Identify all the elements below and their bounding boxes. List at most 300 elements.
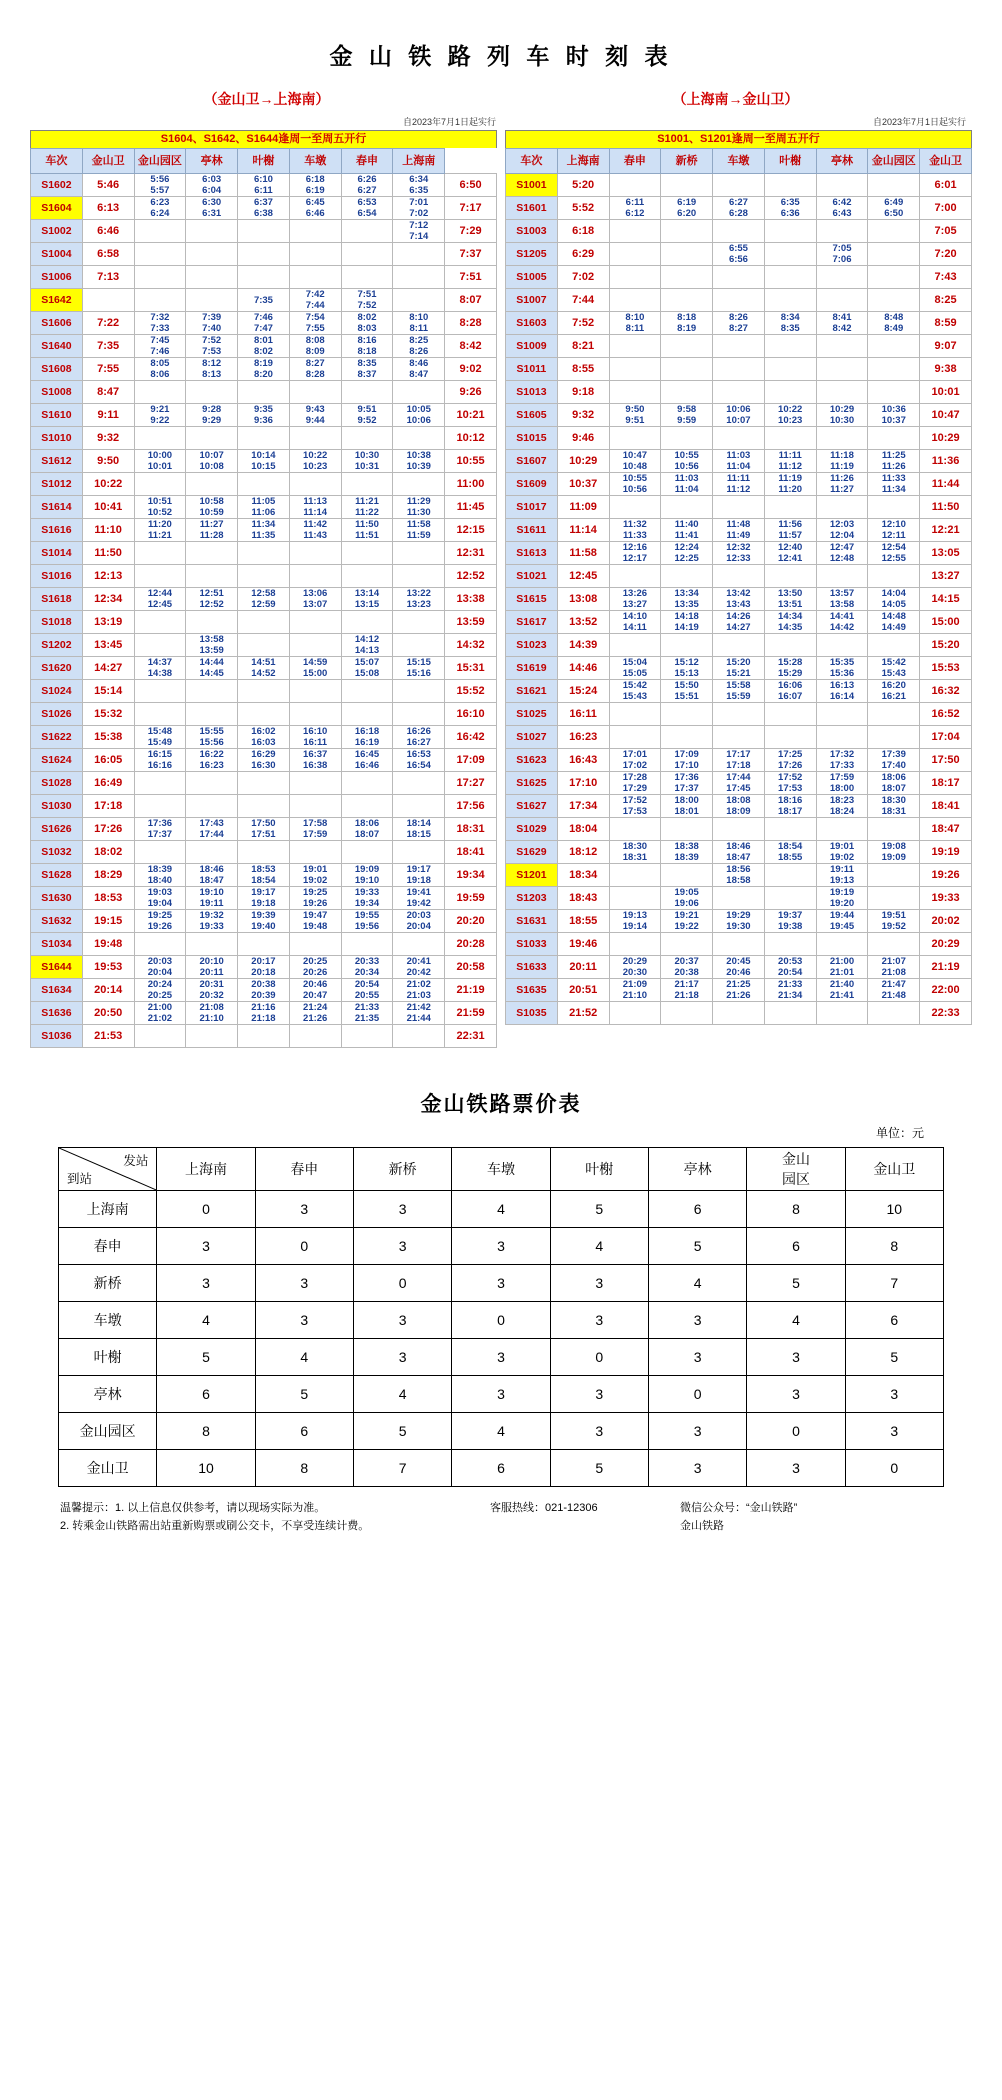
fare-row-header: 春申 bbox=[59, 1228, 157, 1265]
stop-time bbox=[868, 864, 920, 887]
table-row bbox=[506, 611, 972, 634]
stop-time bbox=[289, 772, 341, 795]
stop-time bbox=[341, 611, 393, 634]
stop-time: 6:26 6:27 bbox=[341, 174, 393, 197]
fare-value: 3 bbox=[255, 1265, 353, 1302]
train-number: S1624 bbox=[31, 749, 83, 772]
stop-time bbox=[661, 289, 713, 312]
train-number: S1627 bbox=[506, 795, 558, 818]
stop-time: 13:22 13:23 bbox=[393, 588, 445, 611]
stop-time bbox=[713, 174, 765, 197]
schedule-table-right bbox=[505, 148, 972, 1025]
table-row bbox=[506, 335, 972, 358]
stop-time bbox=[816, 220, 868, 243]
destination-time: 13:05 bbox=[920, 542, 972, 565]
stop-time: 18:46 18:47 bbox=[186, 864, 238, 887]
stop-time: 10:55 10:56 bbox=[661, 450, 713, 473]
stop-time: 16:37 16:38 bbox=[289, 749, 341, 772]
stop-time bbox=[868, 818, 920, 841]
stop-time: 11:19 11:20 bbox=[764, 473, 816, 496]
stop-time: 18:46 18:47 bbox=[713, 841, 765, 864]
destination-time: 22:31 bbox=[445, 1025, 497, 1048]
stop-time bbox=[713, 887, 765, 910]
destination-time: 20:20 bbox=[445, 910, 497, 933]
col-header-0: 车次 bbox=[506, 149, 558, 174]
stop-time: 20:37 20:38 bbox=[661, 956, 713, 979]
table-row bbox=[31, 312, 497, 335]
stop-time bbox=[816, 174, 868, 197]
stop-time bbox=[609, 266, 661, 289]
stop-time bbox=[134, 795, 186, 818]
stop-time: 19:51 19:52 bbox=[868, 910, 920, 933]
stop-time: 19:08 19:09 bbox=[868, 841, 920, 864]
train-number: S1203 bbox=[506, 887, 558, 910]
table-row bbox=[31, 634, 497, 657]
train-number: S1633 bbox=[506, 956, 558, 979]
stop-time: 21:17 21:18 bbox=[661, 979, 713, 1002]
stop-time bbox=[289, 565, 341, 588]
table-row bbox=[506, 933, 972, 956]
stop-time bbox=[238, 542, 290, 565]
table-row bbox=[31, 404, 497, 427]
fare-value: 6 bbox=[747, 1228, 845, 1265]
destination-time: 17:09 bbox=[445, 749, 497, 772]
table-row bbox=[31, 220, 497, 243]
stop-time bbox=[609, 565, 661, 588]
stop-time: 19:11 19:13 bbox=[816, 864, 868, 887]
schedule-table-left bbox=[30, 148, 497, 1048]
fare-value: 8 bbox=[845, 1228, 943, 1265]
tip-line-2: 2. 转乘金山铁路需出站重新购票或刷公交卡，不享受连续计费。 bbox=[60, 1520, 370, 1532]
train-number: S1023 bbox=[506, 634, 558, 657]
table-row bbox=[31, 818, 497, 841]
stop-time bbox=[713, 289, 765, 312]
table-row bbox=[31, 427, 497, 450]
stop-time bbox=[816, 565, 868, 588]
destination-time: 18:41 bbox=[920, 795, 972, 818]
stop-time bbox=[661, 818, 713, 841]
origin-time: 6:29 bbox=[557, 243, 609, 266]
fare-col-header: 叶榭 bbox=[550, 1148, 648, 1191]
train-number: S1620 bbox=[31, 657, 83, 680]
stop-time: 18:30 18:31 bbox=[868, 795, 920, 818]
stop-time bbox=[868, 726, 920, 749]
origin-time: 13:08 bbox=[557, 588, 609, 611]
train-number: S1607 bbox=[506, 450, 558, 473]
train-number: S1606 bbox=[31, 312, 83, 335]
stop-time: 8:48 8:49 bbox=[868, 312, 920, 335]
stop-time bbox=[289, 795, 341, 818]
stop-time: 8:46 8:47 bbox=[393, 358, 445, 381]
table-row bbox=[506, 818, 972, 841]
fare-value: 6 bbox=[157, 1376, 255, 1413]
stop-time: 10:38 10:39 bbox=[393, 450, 445, 473]
stop-time: 11:21 11:22 bbox=[341, 496, 393, 519]
stop-time bbox=[393, 1025, 445, 1048]
stop-time: 16:18 16:19 bbox=[341, 726, 393, 749]
stop-time bbox=[289, 542, 341, 565]
stop-time: 7:12 7:14 bbox=[393, 220, 445, 243]
stop-time bbox=[816, 427, 868, 450]
train-number: S1616 bbox=[31, 519, 83, 542]
origin-time: 12:34 bbox=[82, 588, 134, 611]
stop-time bbox=[393, 703, 445, 726]
stop-time: 8:02 8:03 bbox=[341, 312, 393, 335]
stop-time: 21:47 21:48 bbox=[868, 979, 920, 1002]
stop-time: 21:00 21:02 bbox=[134, 1002, 186, 1025]
stop-time: 15:15 15:16 bbox=[393, 657, 445, 680]
origin-time: 21:52 bbox=[557, 1002, 609, 1025]
stop-time: 18:06 18:07 bbox=[868, 772, 920, 795]
fare-row bbox=[59, 1191, 944, 1228]
stop-time: 21:07 21:08 bbox=[868, 956, 920, 979]
stop-time: 10:00 10:01 bbox=[134, 450, 186, 473]
stop-time: 13:42 13:43 bbox=[713, 588, 765, 611]
stop-time: 20:46 20:47 bbox=[289, 979, 341, 1002]
destination-time: 20:02 bbox=[920, 910, 972, 933]
train-number: S1001 bbox=[506, 174, 558, 197]
stop-time: 19:09 19:10 bbox=[341, 864, 393, 887]
stop-time: 20:38 20:39 bbox=[238, 979, 290, 1002]
fare-header-row bbox=[59, 1148, 944, 1191]
stop-time bbox=[238, 243, 290, 266]
table-row bbox=[31, 473, 497, 496]
stop-time: 18:08 18:09 bbox=[713, 795, 765, 818]
stop-time: 14:26 14:27 bbox=[713, 611, 765, 634]
train-number: S1617 bbox=[506, 611, 558, 634]
stop-time: 20:03 20:04 bbox=[134, 956, 186, 979]
destination-time: 20:58 bbox=[445, 956, 497, 979]
stop-time: 7:01 7:02 bbox=[393, 197, 445, 220]
stop-time bbox=[186, 611, 238, 634]
tips bbox=[0, 1499, 1002, 1535]
hotline: 客服热线：021-12306 bbox=[490, 1502, 598, 1514]
stop-time: 19:25 19:26 bbox=[134, 910, 186, 933]
stop-time bbox=[393, 243, 445, 266]
train-number: S1007 bbox=[506, 289, 558, 312]
stop-time: 20:41 20:42 bbox=[393, 956, 445, 979]
table-row bbox=[31, 933, 497, 956]
origin-time: 12:13 bbox=[82, 565, 134, 588]
stop-time: 7:39 7:40 bbox=[186, 312, 238, 335]
fare-value: 3 bbox=[353, 1228, 451, 1265]
stop-time: 18:38 18:39 bbox=[661, 841, 713, 864]
table-row bbox=[31, 381, 497, 404]
stop-time: 12:58 12:59 bbox=[238, 588, 290, 611]
fare-value: 3 bbox=[452, 1339, 550, 1376]
fare-col-header: 上海南 bbox=[157, 1148, 255, 1191]
stop-time: 18:16 18:17 bbox=[764, 795, 816, 818]
table-row bbox=[31, 588, 497, 611]
table-row bbox=[31, 841, 497, 864]
origin-time: 18:29 bbox=[82, 864, 134, 887]
stop-time: 16:29 16:30 bbox=[238, 749, 290, 772]
table-row bbox=[506, 289, 972, 312]
stop-time: 8:16 8:18 bbox=[341, 335, 393, 358]
origin-time: 6:13 bbox=[82, 197, 134, 220]
stop-time bbox=[289, 680, 341, 703]
stop-time: 15:48 15:49 bbox=[134, 726, 186, 749]
stop-time bbox=[134, 1025, 186, 1048]
fare-value: 3 bbox=[452, 1265, 550, 1302]
stop-time bbox=[609, 358, 661, 381]
col-header-4: 叶榭 bbox=[238, 149, 290, 174]
destination-time: 12:21 bbox=[920, 519, 972, 542]
table-row bbox=[31, 266, 497, 289]
stop-time: 9:43 9:44 bbox=[289, 404, 341, 427]
stop-time bbox=[238, 933, 290, 956]
col-header-6: 春申 bbox=[341, 149, 393, 174]
fare-value: 3 bbox=[550, 1302, 648, 1339]
train-number: S1033 bbox=[506, 933, 558, 956]
stop-time: 7:54 7:55 bbox=[289, 312, 341, 335]
origin-time: 5:20 bbox=[557, 174, 609, 197]
stop-time: 14:48 14:49 bbox=[868, 611, 920, 634]
destination-time: 19:59 bbox=[445, 887, 497, 910]
destination-time: 19:26 bbox=[920, 864, 972, 887]
fare-unit: 单位：元 bbox=[875, 1126, 924, 1140]
table-row bbox=[31, 887, 497, 910]
stop-time: 11:20 11:21 bbox=[134, 519, 186, 542]
stop-time: 11:33 11:34 bbox=[868, 473, 920, 496]
stop-time: 16:22 16:23 bbox=[186, 749, 238, 772]
table-row bbox=[31, 910, 497, 933]
stop-time bbox=[186, 772, 238, 795]
stop-time bbox=[764, 174, 816, 197]
origin-time: 18:34 bbox=[557, 864, 609, 887]
destination-time: 7:00 bbox=[920, 197, 972, 220]
train-number: S1605 bbox=[506, 404, 558, 427]
table-row bbox=[506, 404, 972, 427]
stop-time bbox=[186, 933, 238, 956]
stop-time: 6:03 6:04 bbox=[186, 174, 238, 197]
stop-time bbox=[816, 818, 868, 841]
stop-time: 10:22 10:23 bbox=[289, 450, 341, 473]
stop-time bbox=[289, 266, 341, 289]
table-row bbox=[506, 680, 972, 703]
timetables bbox=[0, 130, 1002, 1048]
fare-value: 3 bbox=[648, 1450, 746, 1487]
destination-time: 14:32 bbox=[445, 634, 497, 657]
fare-col-header: 金山卫 bbox=[845, 1148, 943, 1191]
stop-time bbox=[764, 243, 816, 266]
train-number: S1015 bbox=[506, 427, 558, 450]
stop-time: 6:34 6:35 bbox=[393, 174, 445, 197]
stop-time: 10:47 10:48 bbox=[609, 450, 661, 473]
stop-time: 11:13 11:14 bbox=[289, 496, 341, 519]
stop-time: 17:01 17:02 bbox=[609, 749, 661, 772]
page-title: 金 山 铁 路 列 车 时 刻 表 bbox=[329, 43, 673, 69]
fare-value: 3 bbox=[452, 1228, 550, 1265]
train-number: S1035 bbox=[506, 1002, 558, 1025]
fare-row bbox=[59, 1302, 944, 1339]
stop-time: 19:19 19:20 bbox=[816, 887, 868, 910]
stop-time: 14:59 15:00 bbox=[289, 657, 341, 680]
stop-time bbox=[868, 496, 920, 519]
train-number: S1014 bbox=[31, 542, 83, 565]
stop-time: 21:08 21:10 bbox=[186, 1002, 238, 1025]
stop-time bbox=[341, 542, 393, 565]
stop-time: 9:50 9:51 bbox=[609, 404, 661, 427]
stop-time bbox=[609, 1002, 661, 1025]
fare-value: 3 bbox=[255, 1191, 353, 1228]
stop-time: 6:19 6:20 bbox=[661, 197, 713, 220]
timetable-left bbox=[30, 130, 497, 1048]
stop-time bbox=[713, 335, 765, 358]
stop-time: 10:36 10:37 bbox=[868, 404, 920, 427]
stop-time: 17:52 17:53 bbox=[609, 795, 661, 818]
fare-value: 5 bbox=[648, 1228, 746, 1265]
fare-row bbox=[59, 1413, 944, 1450]
train-number: S1016 bbox=[31, 565, 83, 588]
stop-time bbox=[764, 864, 816, 887]
fare-value: 6 bbox=[255, 1413, 353, 1450]
destination-time: 16:32 bbox=[920, 680, 972, 703]
stop-time: 18:30 18:31 bbox=[609, 841, 661, 864]
stop-time: 11:11 11:12 bbox=[764, 450, 816, 473]
stop-time bbox=[764, 496, 816, 519]
destination-time: 9:26 bbox=[445, 381, 497, 404]
train-number: S1642 bbox=[31, 289, 83, 312]
stop-time bbox=[134, 634, 186, 657]
stop-time: 14:34 14:35 bbox=[764, 611, 816, 634]
stop-time: 21:16 21:18 bbox=[238, 1002, 290, 1025]
destination-time: 10:21 bbox=[445, 404, 497, 427]
stop-time bbox=[868, 1002, 920, 1025]
origin-time: 20:51 bbox=[557, 979, 609, 1002]
stop-time: 10:07 10:08 bbox=[186, 450, 238, 473]
destination-time: 19:33 bbox=[920, 887, 972, 910]
fare-col-header: 春申 bbox=[255, 1148, 353, 1191]
fare-row-header: 新桥 bbox=[59, 1265, 157, 1302]
stop-time bbox=[816, 266, 868, 289]
origin-time: 15:32 bbox=[82, 703, 134, 726]
stop-time bbox=[341, 1025, 393, 1048]
stop-time bbox=[134, 565, 186, 588]
stop-time bbox=[713, 703, 765, 726]
stop-time bbox=[186, 680, 238, 703]
stop-time: 6:11 6:12 bbox=[609, 197, 661, 220]
stop-time bbox=[868, 266, 920, 289]
fare-corner-cell bbox=[59, 1148, 157, 1191]
origin-time: 6:58 bbox=[82, 243, 134, 266]
destination-time: 9:07 bbox=[920, 335, 972, 358]
train-number: S1202 bbox=[31, 634, 83, 657]
stop-time: 12:51 12:52 bbox=[186, 588, 238, 611]
train-number: S1201 bbox=[506, 864, 558, 887]
signature: 金山铁路 bbox=[680, 1520, 724, 1532]
stop-time: 6:55 6:56 bbox=[713, 243, 765, 266]
stop-time: 19:05 19:06 bbox=[661, 887, 713, 910]
stop-time: 17:52 17:53 bbox=[764, 772, 816, 795]
stop-time bbox=[341, 680, 393, 703]
stop-time bbox=[186, 565, 238, 588]
stop-time bbox=[393, 266, 445, 289]
fare-value: 6 bbox=[452, 1450, 550, 1487]
stop-time bbox=[713, 933, 765, 956]
stop-time bbox=[238, 795, 290, 818]
stop-time bbox=[238, 1025, 290, 1048]
stop-time bbox=[609, 864, 661, 887]
stop-time: 7:52 7:53 bbox=[186, 335, 238, 358]
stop-time bbox=[609, 496, 661, 519]
stop-time bbox=[661, 703, 713, 726]
stop-time: 15:12 15:13 bbox=[661, 657, 713, 680]
stop-time: 20:45 20:46 bbox=[713, 956, 765, 979]
effective-note-left: 自2023年7月1日起实行 bbox=[402, 117, 496, 127]
fare-value: 3 bbox=[157, 1265, 255, 1302]
stop-time bbox=[713, 496, 765, 519]
table-row bbox=[31, 174, 497, 197]
train-number: S1025 bbox=[506, 703, 558, 726]
stop-time: 18:14 18:15 bbox=[393, 818, 445, 841]
destination-time: 10:47 bbox=[920, 404, 972, 427]
destination-time: 8:07 bbox=[445, 289, 497, 312]
table-row bbox=[506, 197, 972, 220]
fare-value: 8 bbox=[157, 1413, 255, 1450]
col-header-5: 车墩 bbox=[289, 149, 341, 174]
train-number: S1029 bbox=[506, 818, 558, 841]
stop-time bbox=[713, 1002, 765, 1025]
train-number: S1626 bbox=[31, 818, 83, 841]
train-number: S1021 bbox=[506, 565, 558, 588]
stop-time: 18:23 18:24 bbox=[816, 795, 868, 818]
stop-time bbox=[661, 381, 713, 404]
stop-time: 17:17 17:18 bbox=[713, 749, 765, 772]
stop-time: 19:01 19:02 bbox=[816, 841, 868, 864]
stop-time: 19:17 19:18 bbox=[393, 864, 445, 887]
stop-time: 15:42 15:43 bbox=[868, 657, 920, 680]
banner-right: S1001、S1201逢周一至周五开行 bbox=[505, 130, 972, 148]
stop-time: 21:24 21:26 bbox=[289, 1002, 341, 1025]
train-number: S1611 bbox=[506, 519, 558, 542]
destination-time: 18:41 bbox=[445, 841, 497, 864]
stop-time: 8:34 8:35 bbox=[764, 312, 816, 335]
stop-time bbox=[186, 542, 238, 565]
stop-time: 10:14 10:15 bbox=[238, 450, 290, 473]
fare-value: 3 bbox=[550, 1376, 648, 1413]
fare-value: 6 bbox=[648, 1191, 746, 1228]
stop-time bbox=[816, 933, 868, 956]
stop-time: 9:51 9:52 bbox=[341, 404, 393, 427]
train-number: S1632 bbox=[31, 910, 83, 933]
stop-time bbox=[713, 220, 765, 243]
stop-time: 14:51 14:52 bbox=[238, 657, 290, 680]
fare-value: 10 bbox=[845, 1191, 943, 1228]
stop-time bbox=[764, 358, 816, 381]
stop-time: 21:00 21:01 bbox=[816, 956, 868, 979]
origin-time: 10:37 bbox=[557, 473, 609, 496]
stop-time bbox=[713, 358, 765, 381]
train-number: S1623 bbox=[506, 749, 558, 772]
destination-time: 7:29 bbox=[445, 220, 497, 243]
stop-time: 19:25 19:26 bbox=[289, 887, 341, 910]
stop-time: 16:02 16:03 bbox=[238, 726, 290, 749]
stop-time bbox=[609, 726, 661, 749]
table-row bbox=[506, 749, 972, 772]
stop-time: 17:36 17:37 bbox=[134, 818, 186, 841]
table-row bbox=[31, 450, 497, 473]
fare-value: 3 bbox=[353, 1339, 451, 1376]
train-number: S1024 bbox=[31, 680, 83, 703]
destination-time: 10:29 bbox=[920, 427, 972, 450]
stop-time: 11:26 11:27 bbox=[816, 473, 868, 496]
origin-time: 17:34 bbox=[557, 795, 609, 818]
stop-time bbox=[238, 473, 290, 496]
stop-time bbox=[764, 634, 816, 657]
destination-time: 18:17 bbox=[920, 772, 972, 795]
train-number: S1011 bbox=[506, 358, 558, 381]
